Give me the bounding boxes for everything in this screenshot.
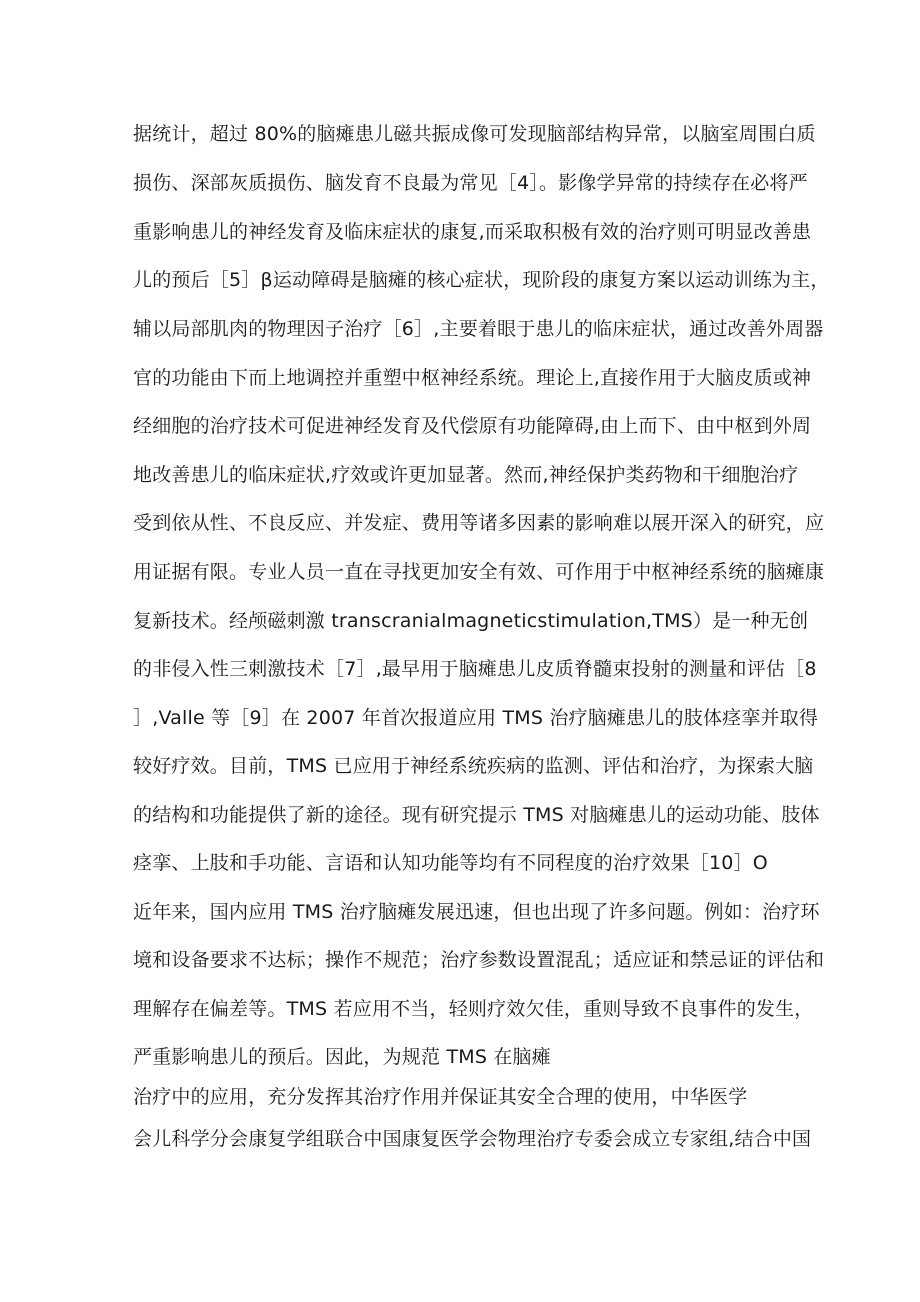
paragraph-line: 重影响患儿的神经发育及临床症状的康复,而采取积极有效的治疗则可明显改善患 [133,221,812,243]
paragraph-line: 损伤、深部灰质损伤、脑发育不良最为常见［4］。影像学异常的持续存在必将严 [133,172,808,194]
paragraph-line: 辅以局部肌肉的物理因子治疗［6］,主要着眼于患儿的临床症状，通过改善外周器 [133,318,824,340]
paragraph-line: 儿的预后［5］β运动障碍是脑瘫的核心症状，现阶段的康复方案以运动训练为主， [133,269,830,291]
paragraph-line: 理解存在偏差等。TMS 若应用不当，轻则疗效欠佳，重则导致不良事件的发生， [133,998,814,1020]
paragraph-line: 痉挛、上肢和手功能、言语和认知功能等均有不同程度的治疗效果［10］O [133,852,768,874]
paragraph-line: 用证据有限。专业人员一直在寻找更加安全有效、可作用于中枢神经系统的脑瘫康 [133,561,825,583]
paragraph-line: 治疗中的应用，充分发挥其治疗作用并保证其安全合理的使用，中华医学 [133,1086,748,1108]
paragraph-line: 受到依从性、不良反应、并发症、费用等诸多因素的影响难以展开深入的研究，应 [133,512,825,534]
paragraph-line: 复新技术。经颅磁刺激 transcranialmagneticstimulation,TMS）是一种无创 [133,610,809,632]
paragraph-line: 严重影响患儿的预后。因此，为规范 TMS 在脑瘫 [133,1046,551,1068]
paragraph-line: 经细胞的治疗技术可促进神经发育及代偿原有功能障碍,由上而下、由中枢到外周 [133,415,812,437]
paragraph-line: 的非侵入性三刺激技术［7］,最早用于脑瘫患儿皮质脊髓束投射的测量和评估［8 [133,658,817,680]
paragraph-line: 境和设备要求不达标；操作不规范；治疗参数设置混乱；适应证和禁忌证的评估和 [133,949,825,971]
paragraph-line: 近年来，国内应用 TMS 治疗脑瘫发展迅速，但也出现了许多问题。例如：治疗环 [133,901,820,923]
paragraph-line: 较好疗效。目前，TMS 已应用于神经系统疾病的监测、评估和治疗，为探索大脑 [133,755,814,777]
paragraph-line: 官的功能由下而上地调控并重塑中枢神经系统。理论上,直接作用于大脑皮质或神 [133,367,812,389]
paragraph-line: 地改善患儿的临床症状,疗效或许更加显著。然而,神经保护类药物和干细胞治疗 [133,464,799,486]
paragraph-line: 会儿科学分会康复学组联合中国康复医学会物理治疗专委会成立专家组,结合中国 [133,1128,812,1150]
paragraph-line: ］,Valle 等［9］在 2007 年首次报道应用 TMS 治疗脑瘫患儿的肢体痉挛并取得 [133,707,819,729]
paragraph-line: 据统计，超过 80%的脑瘫患儿磁共振成像可发现脑部结构异常，以脑室周围白质 [133,123,816,145]
paragraph-line: 的结构和功能提供了新的途径。现有研究提示 TMS 对脑瘫患儿的运动功能、肢体 [133,804,820,826]
